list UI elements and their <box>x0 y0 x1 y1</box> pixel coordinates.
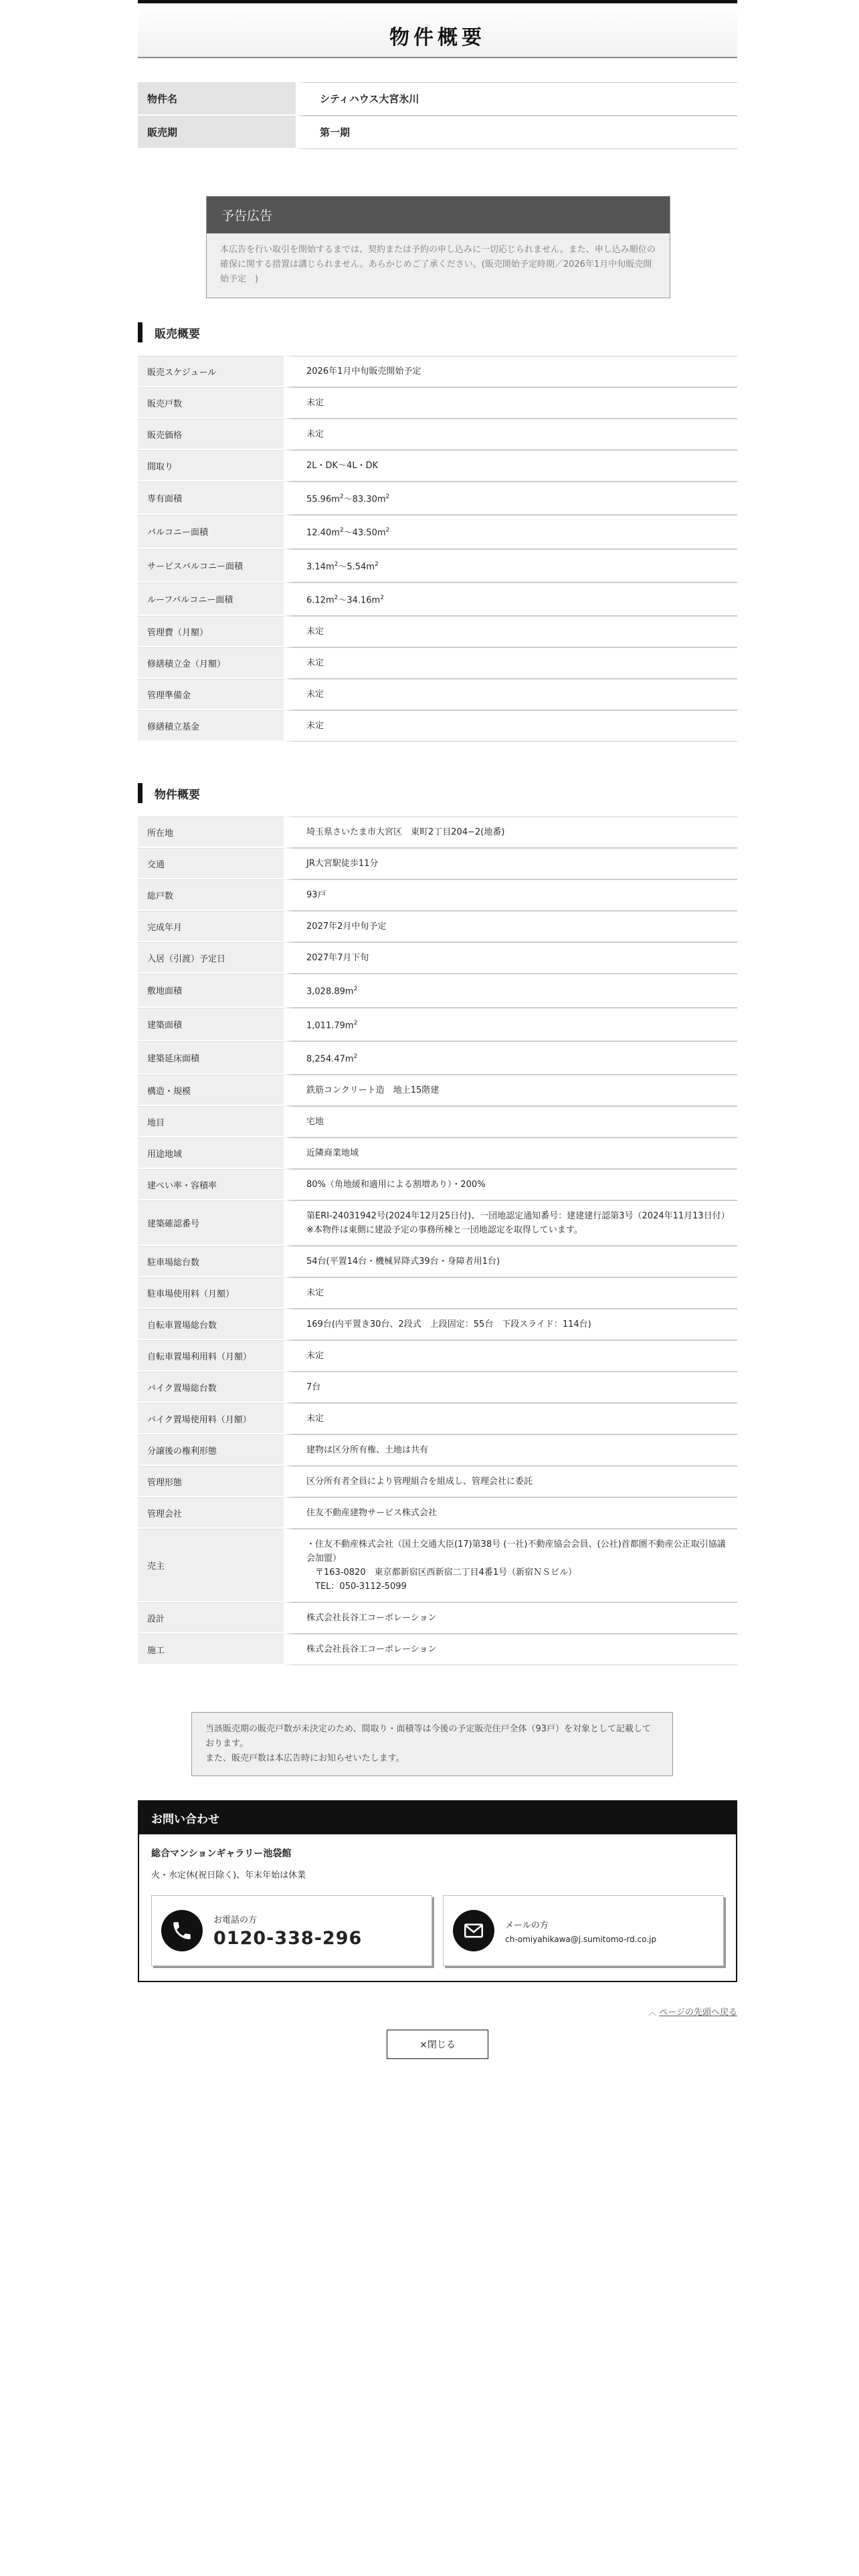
table-row <box>138 1106 737 1138</box>
table-row <box>138 1075 737 1106</box>
table-row <box>138 911 737 942</box>
row-label: 駐車場使用料（月額） <box>138 1277 284 1309</box>
unit-superscript: 2 <box>385 494 390 500</box>
row-label: 販売戸数 <box>138 387 284 419</box>
value-text: 55.96m <box>306 494 340 505</box>
row-value <box>284 879 737 911</box>
unit-superscript: 2 <box>353 1053 358 1060</box>
table-row <box>138 679 737 710</box>
table-row <box>138 879 737 911</box>
row-value <box>284 356 737 387</box>
row-value <box>284 1309 737 1340</box>
value-text: 近隣商業地域 <box>306 1148 359 1159</box>
row-label: 修繕積立基金 <box>138 710 284 742</box>
row-label: 管理会社 <box>138 1497 284 1529</box>
value-text: 3.14m <box>306 561 335 572</box>
row-value <box>284 1634 737 1665</box>
value-text: 区分所有者全員により管理組合を組成し、管理会社に委託 <box>306 1477 533 1487</box>
table-row <box>138 710 737 742</box>
unit-superscript: 2 <box>353 986 358 993</box>
row-value <box>284 1138 737 1169</box>
value-text: 80%（角地緩和適用による割増あり）・200% <box>306 1180 486 1190</box>
advance-notice-box <box>206 196 670 298</box>
row-label: 建築延床面積 <box>138 1041 284 1075</box>
table-row <box>138 1246 737 1277</box>
row-value <box>284 1041 737 1075</box>
value-text: 2026年1月中旬販売開始予定 <box>306 366 421 377</box>
value-text: 未定 <box>306 689 324 700</box>
back-to-top <box>138 2005 737 2018</box>
value-text-2: ～34.16m <box>338 595 381 606</box>
row-label: 施工 <box>138 1634 284 1665</box>
row-value <box>284 1075 737 1106</box>
notice-title: 予告広告 <box>207 197 670 233</box>
table-row <box>138 1309 737 1340</box>
mail-label: メールの方 <box>505 1920 549 1931</box>
table-row <box>138 817 737 848</box>
unit-superscript: 2 <box>339 494 344 500</box>
row-value <box>284 1106 737 1138</box>
section-marker <box>138 783 142 803</box>
row-label: 管理準備金 <box>138 679 284 710</box>
phone-text <box>213 1913 362 1949</box>
value-text: 12.40m <box>306 528 340 538</box>
row-label: ルーフバルコニー面積 <box>138 582 284 616</box>
table-row <box>138 481 737 515</box>
table-row <box>138 1602 737 1634</box>
row-label: 地目 <box>138 1106 284 1138</box>
summary-label: 販売期 <box>138 116 296 149</box>
value-text: 未定 <box>306 627 324 637</box>
value-text: 株式会社長谷工コーポレーション <box>306 1644 437 1655</box>
value-text: 埼玉県さいたま市大宮区 東町2丁目204−2(地番) <box>306 827 505 838</box>
table-row <box>138 942 737 974</box>
row-value <box>284 616 737 647</box>
phone-card[interactable] <box>151 1895 432 1966</box>
value-text: 未定 <box>306 1414 324 1424</box>
table-row <box>138 1041 737 1075</box>
mail-card[interactable] <box>443 1895 724 1966</box>
table-row <box>138 515 737 548</box>
row-label: 管理費（月額） <box>138 616 284 647</box>
value-text: 未定 <box>306 721 324 732</box>
sales-section-heading <box>138 322 737 342</box>
summary-label: 物件名 <box>138 82 296 116</box>
row-label: 建築面積 <box>138 1008 284 1041</box>
value-text: 7台 <box>306 1382 321 1393</box>
table-row <box>138 1169 737 1200</box>
close-button[interactable]: ×閉じる <box>387 2030 488 2059</box>
row-value <box>284 1466 737 1497</box>
row-label: バイク置場使用料（月額） <box>138 1403 284 1434</box>
value-text: 8,254.47m <box>306 1054 354 1065</box>
row-label: 管理形態 <box>138 1466 284 1497</box>
row-value <box>284 1340 737 1372</box>
row-value <box>284 1529 737 1602</box>
value-text: 未定 <box>306 1288 324 1299</box>
value-text: 2L・DK～4L・DK <box>306 461 379 471</box>
row-label: 間取り <box>138 450 284 481</box>
row-value <box>284 1246 737 1277</box>
business-hours: 火・水定休(祝日除く)、年末年始は休業 <box>151 1870 306 1881</box>
table-row <box>138 82 737 116</box>
row-label: 駐車場総台数 <box>138 1246 284 1277</box>
table-row <box>138 616 737 647</box>
value-text: 鉄筋コンクリート造 地上15階建 <box>306 1085 440 1096</box>
row-value <box>284 1200 737 1246</box>
row-label: 総戸数 <box>138 879 284 911</box>
row-label: バイク置場総台数 <box>138 1372 284 1403</box>
row-label: 専有面積 <box>138 481 284 515</box>
row-value <box>284 817 737 848</box>
property-table <box>138 817 737 1665</box>
row-label: 分譲後の権利形態 <box>138 1434 284 1466</box>
unit-superscript: 2 <box>380 594 384 601</box>
unit-superscript: 2 <box>339 527 344 534</box>
notice-body: 本広告を行い取引を開始するまでは、契約または予約の申し込みに一切応じられません。また、申し込み順位の確保に関する措置は講じられません。あらかじめご了承ください。(販売開始予定時期／2026年1月中旬販売開始予定 ) <box>220 245 656 284</box>
table-row <box>138 387 737 419</box>
row-value <box>284 387 737 419</box>
value-text: 未定 <box>306 398 324 408</box>
back-to-top-link[interactable]: ページの先頭へ戻る <box>659 2008 737 2018</box>
value-text: 3,028.89m <box>306 986 354 997</box>
row-label: 自転車置場利用料（月額） <box>138 1340 284 1372</box>
contact-cards <box>151 1895 724 1966</box>
row-value <box>284 1277 737 1309</box>
value-text: 株式会社長谷工コーポレーション <box>306 1613 437 1624</box>
table-row <box>138 1008 737 1041</box>
row-value <box>284 1169 737 1200</box>
section-marker <box>138 322 142 342</box>
row-label: 設計 <box>138 1602 284 1634</box>
row-label: 売主 <box>138 1529 284 1602</box>
value-text: 93戸 <box>306 890 326 901</box>
unit-superscript: 2 <box>385 527 390 534</box>
mail-text <box>505 1918 656 1944</box>
row-value <box>284 582 737 616</box>
page-container <box>138 0 737 2059</box>
value-text: 未定 <box>306 1351 324 1362</box>
table-row <box>138 1372 737 1403</box>
row-value <box>284 1602 737 1634</box>
row-value <box>284 911 737 942</box>
row-label: サービスバルコニー面積 <box>138 549 284 582</box>
contact-title: お問い合わせ <box>139 1802 736 1834</box>
unit-superscript: 2 <box>374 560 379 568</box>
row-value <box>284 710 737 742</box>
row-label: 建築確認番号 <box>138 1200 284 1246</box>
unit-superscript: 2 <box>353 1019 358 1027</box>
summary-value: シティハウス大宮氷川 <box>296 82 737 116</box>
row-label: 敷地面積 <box>138 974 284 1007</box>
value-text: 宅地 <box>306 1117 324 1128</box>
contact-box <box>138 1800 737 1982</box>
table-row <box>138 974 737 1007</box>
row-value <box>284 942 737 974</box>
row-value <box>284 1403 737 1434</box>
row-value <box>284 1497 737 1529</box>
table-row <box>138 647 737 679</box>
unit-superscript: 2 <box>334 560 339 568</box>
table-row <box>138 582 737 616</box>
table-row <box>138 1138 737 1169</box>
row-value <box>284 679 737 710</box>
value-text: 2027年7月下旬 <box>306 953 369 964</box>
value-text-2: ～5.54m <box>338 561 375 572</box>
page-header <box>138 3 737 58</box>
section-title: 物件概要 <box>155 788 200 802</box>
row-value <box>284 1008 737 1041</box>
value-text: 6.12m <box>306 595 335 606</box>
phone-icon <box>161 1910 203 1951</box>
row-label: 交通 <box>138 848 284 879</box>
table-row <box>138 1277 737 1309</box>
row-label: 所在地 <box>138 817 284 848</box>
table-row <box>138 1403 737 1434</box>
value-text: 第ERI-24031942号(2024年12月25日付)、一団地認定通知番号：建建建行認第3号（2024年11月13日付）※本物件は東側に建設予定の事務所棟と一団地認定を取得しています。 <box>306 1211 726 1236</box>
row-value <box>284 549 737 582</box>
row-label: 完成年月 <box>138 911 284 942</box>
table-row <box>138 356 737 387</box>
phone-label: お電話の方 <box>213 1915 258 1926</box>
gallery-name: 総合マンションギャラリー池袋館 <box>151 1848 292 1860</box>
page-title: 物件概要 <box>389 26 486 49</box>
row-value <box>284 450 737 481</box>
row-value <box>284 1372 737 1403</box>
row-value <box>284 848 737 879</box>
sales-table <box>138 356 737 742</box>
table-row <box>138 1529 737 1602</box>
value-text: 建物は区分所有権、土地は共有 <box>306 1445 429 1456</box>
row-value <box>284 1434 737 1466</box>
row-value <box>284 515 737 548</box>
table-row <box>138 1340 737 1372</box>
row-label: バルコニー面積 <box>138 515 284 548</box>
table-row <box>138 450 737 481</box>
phone-number[interactable]: 0120-338-296 <box>213 1928 363 1949</box>
mail-icon <box>453 1910 494 1951</box>
summary-value: 第一期 <box>296 116 737 149</box>
row-label: 構造・規模 <box>138 1075 284 1106</box>
value-text: 未定 <box>306 658 324 669</box>
value-text: 未定 <box>306 429 324 439</box>
table-row <box>138 1634 737 1665</box>
value-text: ・住友不動産株式会社（国土交通大臣(17)第38号 (一社)不動産協会会員、(公社)首都圏不動産公正取引協議会加盟） 〒163-0820 東京都新宿区西新宿二丁目4番1号（新宿ＮＳビル） TEL：050-3112-5099 <box>306 1539 726 1592</box>
table-row <box>138 1200 737 1246</box>
table-row <box>138 1466 737 1497</box>
unit-superscript: 2 <box>334 594 339 601</box>
value-text-2: ～43.50m <box>343 528 386 538</box>
contact-body <box>139 1834 736 1981</box>
value-text: 54台(平置14台・機械昇降式39台・身障者用1台) <box>306 1257 500 1267</box>
row-value <box>284 647 737 679</box>
value-text: 1,011.79m <box>306 1020 354 1031</box>
row-label: 販売価格 <box>138 419 284 450</box>
row-label: 販売スケジュール <box>138 356 284 387</box>
row-label: 自転車置場総台数 <box>138 1309 284 1340</box>
table-row <box>138 848 737 879</box>
row-label: 用途地域 <box>138 1138 284 1169</box>
value-text: 住友不動産建物サービス株式会社 <box>306 1508 438 1519</box>
note-text: 当該販売期の販売戸数が未決定のため、間取り・面積等は今後の予定販売住戸全体（93戸）を対象として記載しております。 また、販売戸数は本広告時にお知らせいたします。 <box>205 1724 652 1764</box>
unit-count-note <box>191 1712 673 1776</box>
row-value <box>284 481 737 515</box>
table-row <box>138 549 737 582</box>
row-label: 入居（引渡）予定日 <box>138 942 284 974</box>
table-row <box>138 419 737 450</box>
value-text-2: ～83.30m <box>343 494 386 505</box>
table-row <box>138 1434 737 1466</box>
section-title: 販売概要 <box>155 327 200 341</box>
row-label: 修繕積立金（月額） <box>138 647 284 679</box>
table-row <box>138 1497 737 1529</box>
row-label: 建ぺい率・容積率 <box>138 1169 284 1200</box>
value-text: JR大宮駅徒歩11分 <box>306 859 379 869</box>
chevron-up-icon: ︿ <box>648 2008 657 2018</box>
mail-address[interactable]: ch-omiyahikawa@j.sumitomo-rd.co.jp <box>505 1934 657 1944</box>
summary-table <box>138 82 737 149</box>
row-value <box>284 419 737 450</box>
value-text: 169台(内平置き30台、2段式 上段固定：55台 下段スライド：114台) <box>306 1319 591 1330</box>
value-text: 2027年2月中旬予定 <box>306 922 387 932</box>
row-value <box>284 974 737 1007</box>
property-section-heading <box>138 783 737 803</box>
table-row <box>138 116 737 149</box>
